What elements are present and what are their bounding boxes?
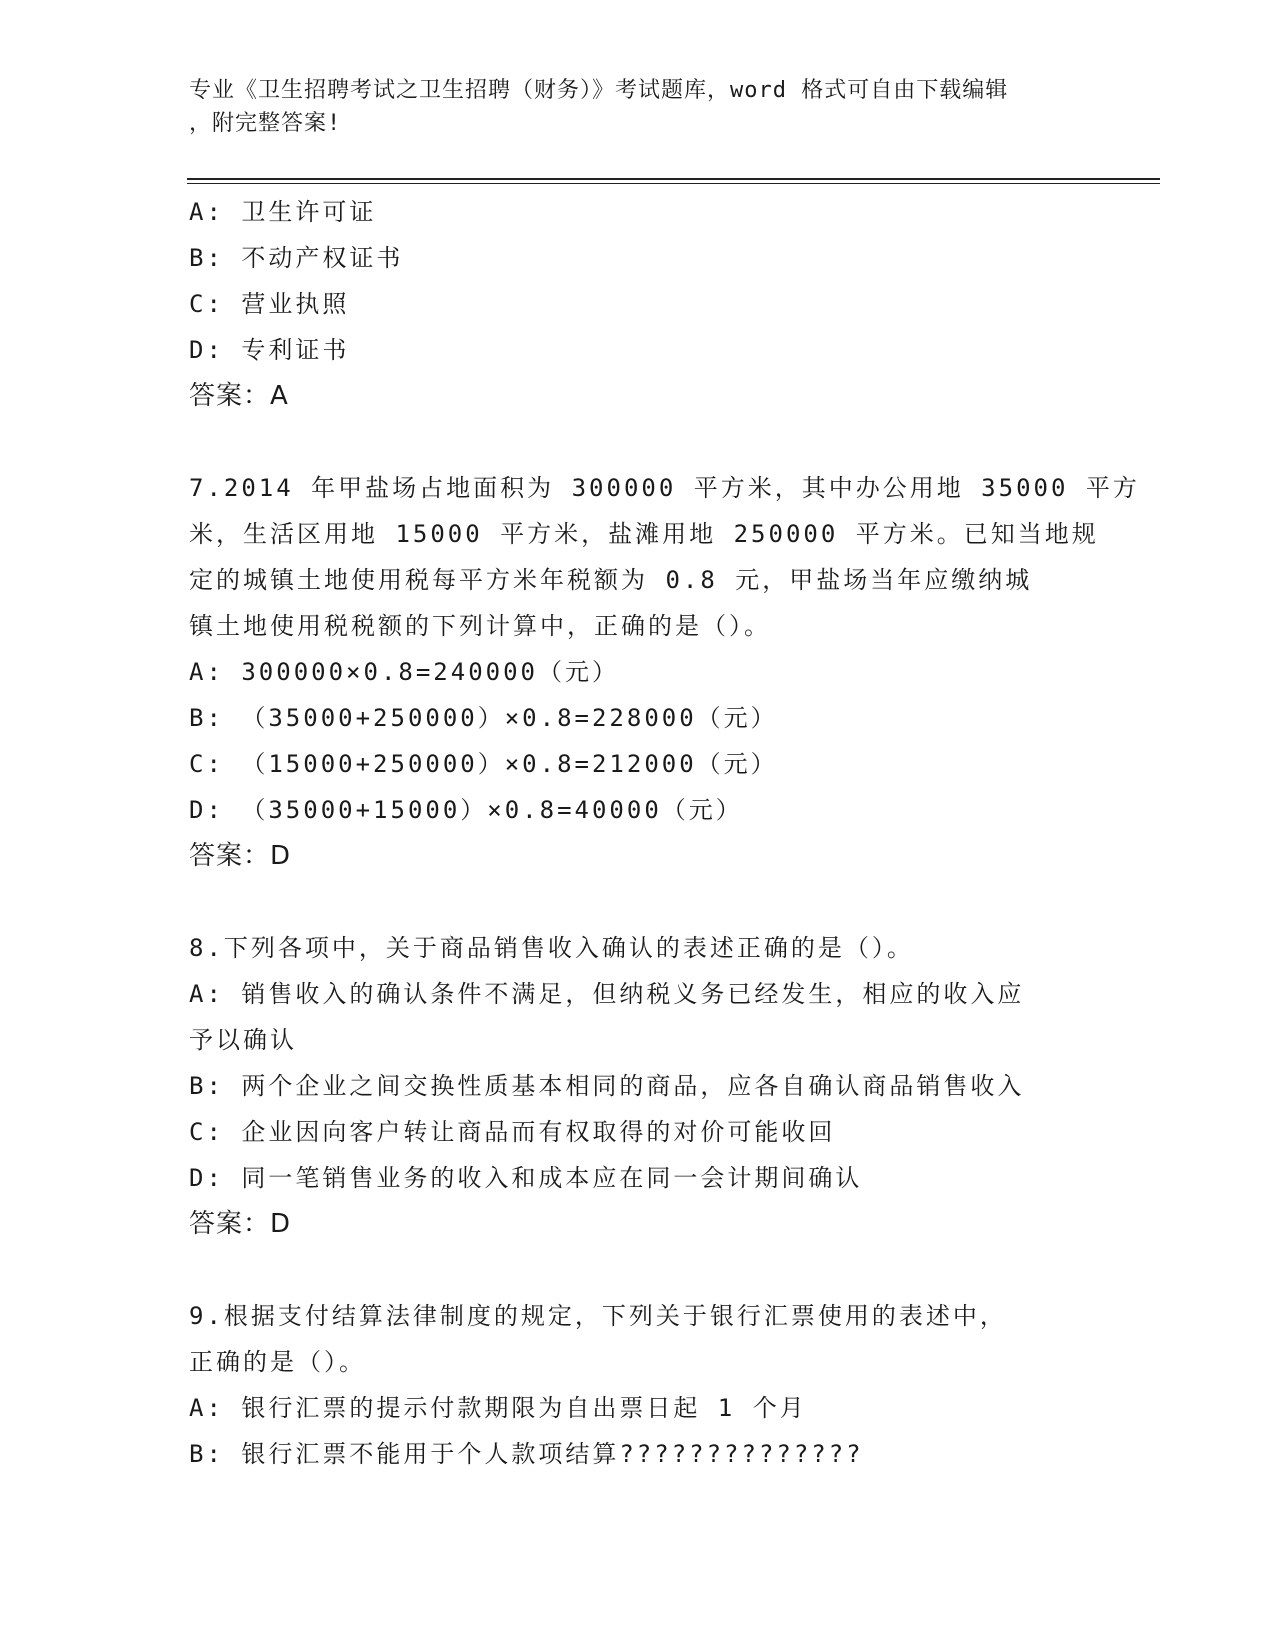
option-a: A: 销售收入的确认条件不满足，但纳税义务已经发生，相应的收入应 xyxy=(189,980,1025,1008)
option-b: B: 两个企业之间交换性质基本相同的商品，应各自确认商品销售收入 xyxy=(189,1072,1025,1100)
option-a: A: 300000×0.8=240000（元） xyxy=(189,658,619,686)
spacer xyxy=(189,1247,1089,1293)
answer: 答案：D xyxy=(189,841,292,871)
option-b: B: 不动产权证书 xyxy=(189,244,404,272)
question-stem-line: 9.根据支付结算法律制度的规定，下列关于银行汇票使用的表述中， xyxy=(189,1302,1007,1330)
question-stem-line: 7.2014 年甲盐场占地面积为 300000 平方米，其中办公用地 35000 平方 xyxy=(189,474,1140,502)
option-c: C: 企业因向客户转让商品而有权取得的对价可能收回 xyxy=(189,1118,836,1146)
answer: 答案：A xyxy=(189,381,289,411)
question-6 xyxy=(189,189,1089,419)
option-a: A: 卫生许可证 xyxy=(189,198,377,226)
option-d: D: 专利证书 xyxy=(189,336,350,364)
spacer xyxy=(189,879,1089,925)
question-stem-line: 定的城镇土地使用税每平方米年税额为 0.8 元，甲盐场当年应缴纳城 xyxy=(189,566,1033,594)
question-8 xyxy=(189,925,1089,1247)
option-a: A: 银行汇票的提示付款期限为自出票日起 1 个月 xyxy=(189,1394,807,1422)
option-c: C: 营业执照 xyxy=(189,290,350,318)
question-stem-line: 8.下列各项中，关于商品销售收入确认的表述正确的是（）。 xyxy=(189,934,914,962)
option-b: B: 银行汇票不能用于个人款项结算?????????????? xyxy=(189,1440,864,1468)
option-b: B: （35000+250000）×0.8=228000（元） xyxy=(189,704,778,732)
question-stem-line: 正确的是（）。 xyxy=(189,1348,366,1376)
question-7 xyxy=(189,465,1140,879)
header-rule-thin xyxy=(187,183,1160,184)
question-stem-line: 米，生活区用地 15000 平方米，盐滩用地 250000 平方米。已知当地规 xyxy=(189,520,1099,548)
document-header xyxy=(189,74,1089,140)
option-c: C: （15000+250000）×0.8=212000（元） xyxy=(189,750,778,778)
spacer xyxy=(189,419,1089,465)
question-stem-line: 镇土地使用税税额的下列计算中，正确的是（）。 xyxy=(189,612,771,640)
header-rule-thick xyxy=(187,178,1160,180)
option-a-continued: 予以确认 xyxy=(189,1026,297,1054)
header-line-2: ，附完整答案! xyxy=(189,111,342,136)
question-9 xyxy=(189,1293,1089,1477)
header-line-1: 专业《卫生招聘考试之卫生招聘（财务）》考试题库，word 格式可自由下载编辑 xyxy=(189,78,1009,103)
option-d: D: 同一笔销售业务的收入和成本应在同一会计期间确认 xyxy=(189,1164,863,1192)
answer: 答案：D xyxy=(189,1209,292,1239)
question-list xyxy=(189,189,1140,1477)
option-d: D: （35000+15000）×0.8=40000（元） xyxy=(189,796,743,824)
